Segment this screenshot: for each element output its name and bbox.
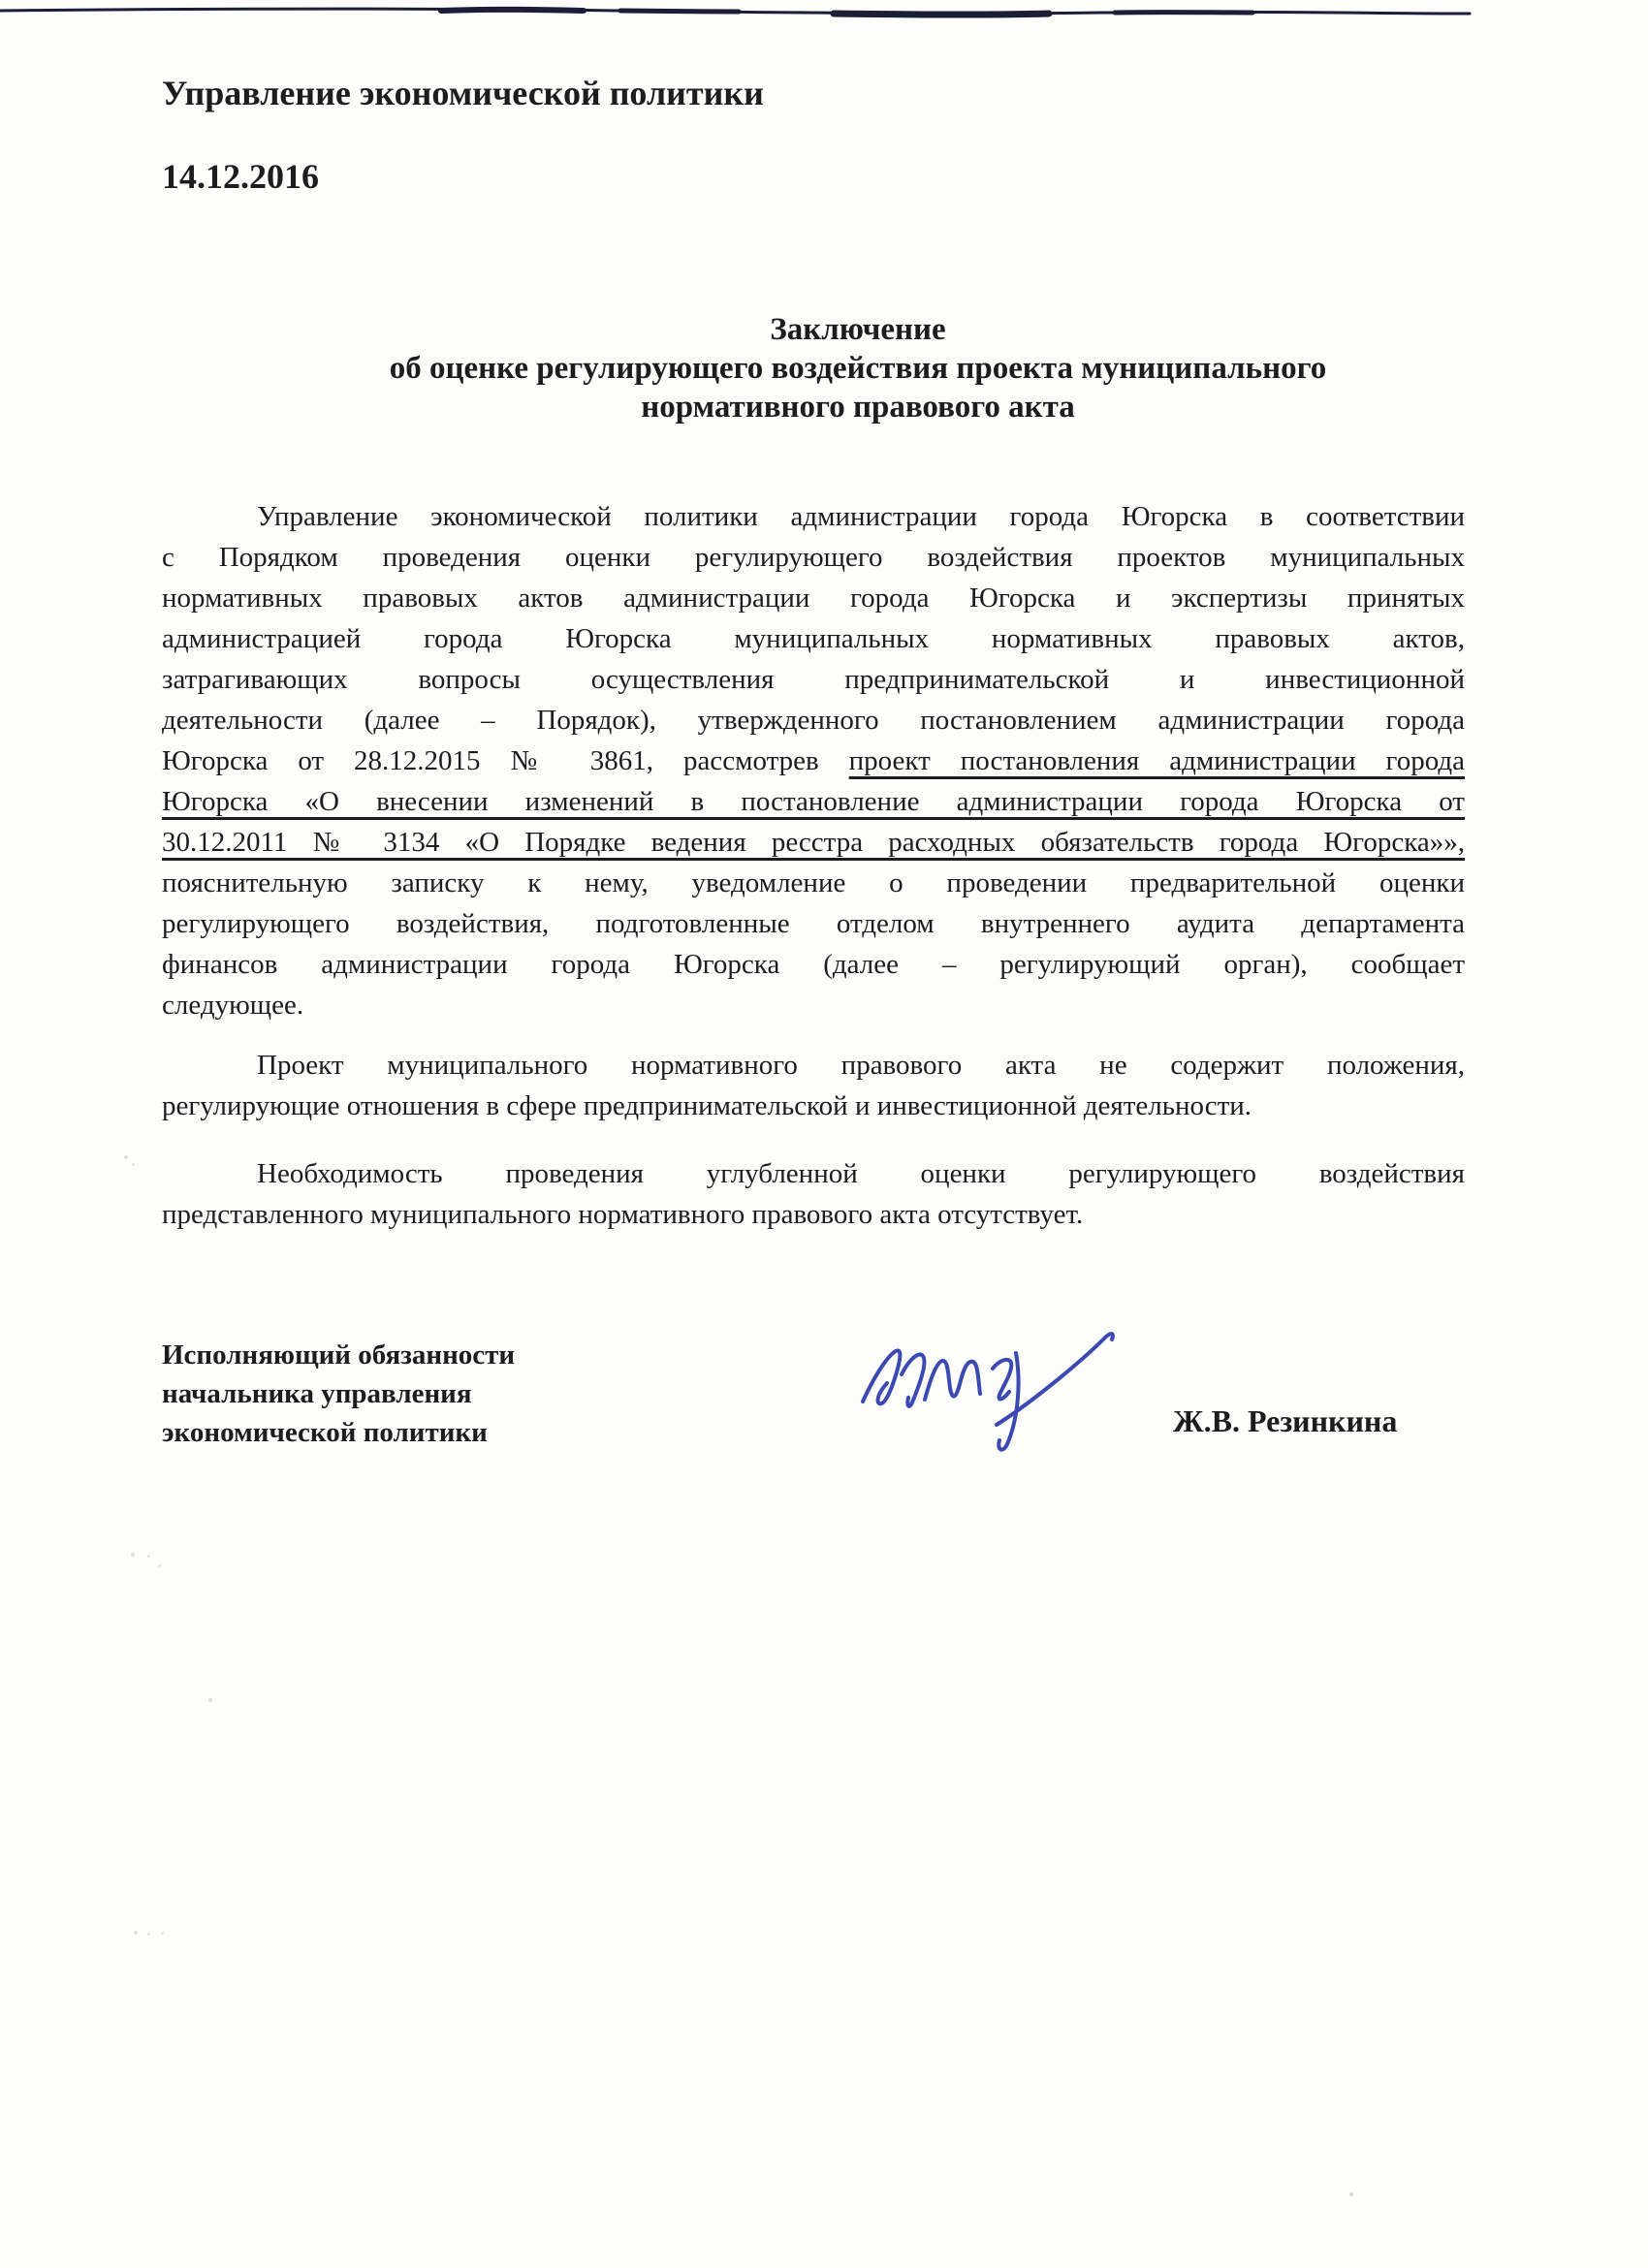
body-text: деятельности (далее – Порядок), утвержденного постановлением администрации города xyxy=(162,705,1465,736)
body-text: регулирующие отношения в сфере предпринимательской и инвестиционной деятельности. xyxy=(162,1090,1252,1121)
body-line xyxy=(162,700,1465,740)
scan-speck xyxy=(158,1564,161,1567)
body-line xyxy=(162,781,1465,822)
paragraph xyxy=(162,1045,1465,1126)
body-line xyxy=(162,578,1465,618)
body-text: с Порядком проведения оценки регулирующего воздействия проектов муниципальных xyxy=(162,542,1465,573)
underlined-text: 30.12.2011 № 3134 «О Порядке ведения ресстра расходных обязательств города Югорска»», xyxy=(162,827,1465,858)
title-line: нормативного правового акта xyxy=(641,390,1075,425)
body-line xyxy=(162,1086,1465,1126)
body-text: финансов администрации города Югорска (далее – регулирующий орган), сообщает xyxy=(162,949,1465,980)
body-text: нормативных правовых актов администрации города Югорска и экспертизы принятых xyxy=(162,583,1465,614)
signatory-position-line: экономической политики xyxy=(162,1417,488,1448)
scan-speck xyxy=(131,1553,135,1557)
body-line xyxy=(162,1045,1465,1086)
body-text: пояснительную записку к нему, уведомление о проведении предварительной оценки xyxy=(162,867,1465,898)
body-text: следующее. xyxy=(162,990,304,1021)
scan-speck xyxy=(208,1698,212,1702)
body-text: представленного муниципального нормативного правового акта отсутствует. xyxy=(162,1199,1084,1230)
department-name: Управление экономической политики xyxy=(162,74,764,112)
scan-speck xyxy=(124,1155,128,1159)
title-line: об оценке регулирующего воздействия проекта муниципального xyxy=(389,351,1327,386)
body-line xyxy=(162,863,1465,903)
scan-speck xyxy=(132,1163,135,1166)
signatory-name: Ж.В. Резинкина xyxy=(1173,1403,1398,1438)
scan-speck xyxy=(134,1931,138,1935)
body-text: администрацией города Югорска муниципальных нормативных правовых актов, xyxy=(162,623,1465,654)
scan-speck xyxy=(147,1933,150,1936)
handwritten-signature xyxy=(851,1308,1142,1464)
scan-speck xyxy=(147,1555,150,1558)
title-line: Заключение xyxy=(770,312,946,347)
body-line xyxy=(162,496,1465,537)
body-text: Проект муниципального нормативного правового акта не содержит положения, xyxy=(257,1050,1465,1081)
body-line xyxy=(162,659,1465,700)
body-line xyxy=(162,537,1465,578)
document-body xyxy=(162,496,1465,1235)
body-text: Управление экономической политики администрации города Югорска в соответствии xyxy=(257,501,1465,532)
body-text: Необходимость проведения углубленной оценки регулирующего воздействия xyxy=(257,1158,1465,1189)
body-text: затрагивающих вопросы осуществления предпринимательской и инвестиционной xyxy=(162,664,1465,695)
body-line xyxy=(162,740,1465,781)
document-title xyxy=(206,310,1509,426)
body-line xyxy=(162,944,1465,985)
scan-speck xyxy=(1349,2192,1353,2196)
body-text: Югорска от 28.12.2015 № 3861, рассмотрев xyxy=(162,745,849,776)
body-line xyxy=(162,1153,1465,1194)
signatory-position-line: Исполняющий обязанности xyxy=(162,1339,516,1370)
body-line xyxy=(162,618,1465,659)
paragraph xyxy=(162,1153,1465,1235)
body-line xyxy=(162,1194,1465,1235)
signatory-position-line: начальника управления xyxy=(162,1378,472,1409)
body-line xyxy=(162,985,1465,1025)
underlined-text: Югорска «О внесении изменений в постановление администрации города Югорска от xyxy=(162,786,1465,817)
body-line xyxy=(162,822,1465,863)
underlined-text: проект постановления администрации города xyxy=(848,745,1465,776)
document-content xyxy=(162,0,1465,2268)
body-line xyxy=(162,903,1465,944)
document-date: 14.12.2016 xyxy=(162,157,319,196)
body-text: регулирующего воздействия, подготовленные отделом внутреннего аудита департамента xyxy=(162,908,1465,939)
paragraph xyxy=(162,496,1465,1025)
scan-speck xyxy=(161,1932,164,1935)
